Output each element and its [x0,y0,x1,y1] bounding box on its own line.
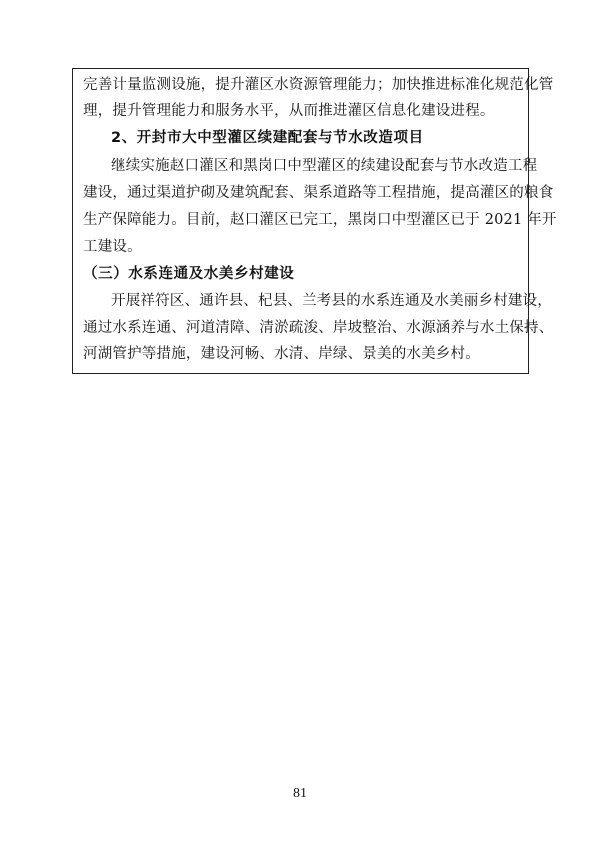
text-line: 开展祥符区、通许县、杞县、兰考县的水系连通及水美丽乡村建设， [111,293,552,309]
subsection-heading: 2、开封市大中型灌区续建配套与节水改造项目 [111,130,424,146]
text-line: 建设，通过渠道护砌及建筑配套、渠系道路等工程措施，提高灌区的粮食 [83,185,554,201]
page-number: 81 [293,786,307,801]
text-line: 理，提升管理能力和服务水平，从而推进灌区信息化建设进程。 [83,103,495,119]
text-line: 通过水系连通、河道清障、清淤疏浚、岸坡整治、水源涵养与水土保持、 [83,320,554,336]
text-line: 工建设。 [83,239,142,255]
text-line: 生产保障能力。目前，赵口灌区已完工，黑岗口中型灌区已于 2021 年开 [83,212,557,228]
text-line: 继续实施赵口灌区和黑岗口中型灌区的续建设配套与节水改造工程 [111,158,538,174]
section-heading: （三）水系连通及水美乡村建设 [83,266,295,282]
text-line: 完善计量监测设施，提升灌区水资源管理能力；加快推进标准化规范化管 [83,77,554,93]
content-box [72,68,557,374]
text-line: 河湖管护等措施，建设河畅、水清、岸绿、景美的水美乡村。 [83,346,480,362]
